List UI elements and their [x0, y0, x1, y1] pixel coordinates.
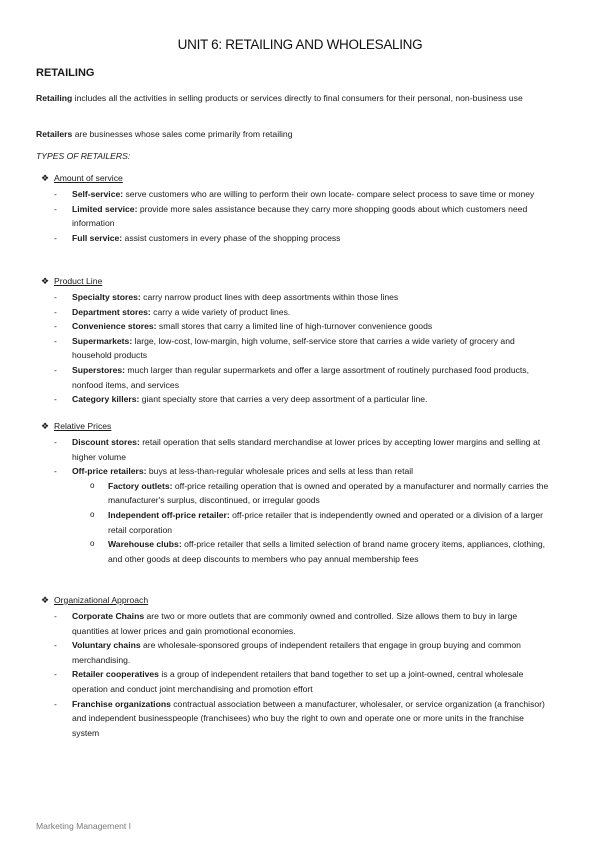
types-of-retailers-label: TYPES OF RETAILERS:	[36, 151, 131, 161]
list-item	[36, 290, 550, 305]
diamond-bullet-icon: ❖	[41, 421, 50, 431]
item-text: are wholesale-sponsored groups of independent retailers that engage in group buying and common merchandising.	[72, 640, 521, 665]
list-item	[36, 231, 550, 246]
dash-bullet-icon: -	[54, 437, 57, 447]
item-text: much larger than regular supermarkets and offer a large assortment of routinely purchased food products, nonfood items, and services	[72, 364, 529, 390]
item-term: Franchise organizations	[72, 698, 171, 709]
list-item	[36, 305, 550, 320]
section-title: Amount of service	[54, 173, 123, 183]
section-organizational-approach	[36, 595, 564, 740]
definition-text: includes all the activities in selling products or services directly to final consumers for their personal, non-business use	[72, 93, 523, 103]
item-term: Warehouse clubs:	[108, 539, 182, 550]
sub-list-item	[72, 508, 550, 537]
dash-bullet-icon: -	[54, 232, 57, 243]
page-title: UNIT 6: RETAILING AND WHOLESALING	[177, 37, 423, 52]
item-term: Off-price retailers:	[72, 466, 147, 477]
item-text: contractual association between a manufacturer, wholesaler, or service organization (a franchisor) and independent businesspeople (franchisees) who buy the right to own and operate one or more units in the franchise system	[72, 698, 545, 738]
list-item	[36, 363, 550, 392]
item-text: provide more sales assistance because they carry more shopping goods about which customers need information	[72, 203, 528, 229]
item-text: buys at less-than-regular wholesale prices and sells at less than retail	[146, 466, 414, 477]
item-text: serve customers who are willing to perform their own locate- compare select process to save time or money	[123, 189, 535, 199]
item-term: Full service:	[72, 232, 123, 243]
sub-list-item	[72, 479, 550, 508]
item-term: Corporate Chains	[72, 611, 145, 621]
section-title: Relative Prices	[54, 421, 112, 431]
diamond-bullet-icon: ❖	[41, 595, 50, 605]
item-term: Superstores:	[72, 364, 126, 375]
list-item	[36, 638, 550, 667]
item-term: Retailer cooperatives	[72, 669, 159, 680]
item-text: assist customers in every phase of the shopping process	[122, 232, 341, 243]
item-text: retail operation that sells standard merchandise at lower prices by accepting lower margins and selling at higher volume	[72, 437, 541, 462]
list-item	[36, 697, 550, 741]
list-item	[36, 319, 550, 334]
item-term: Supermarkets:	[72, 335, 133, 346]
definition-term: Retailers	[36, 129, 73, 139]
list-item	[36, 435, 550, 464]
dash-bullet-icon: -	[54, 203, 57, 214]
item-term: Specialty stores:	[72, 292, 141, 302]
dash-bullet-icon: -	[54, 321, 57, 332]
item-term: Voluntary chains	[72, 640, 141, 651]
item-text: off-price retailer that is independently owned and operated or a division of a larger retail corporation	[108, 509, 543, 535]
list-item	[36, 392, 550, 407]
item-text: carry a wide variety of product lines.	[150, 306, 291, 317]
dash-bullet-icon: -	[54, 292, 57, 302]
item-term: Category killers:	[72, 394, 140, 405]
item-term: Convenience stores:	[72, 321, 157, 332]
dash-bullet-icon: -	[54, 335, 57, 346]
sub-list-item	[72, 537, 550, 566]
section-title: Product Line	[54, 276, 103, 286]
dash-bullet-icon: -	[54, 364, 57, 375]
dash-bullet-icon: -	[54, 189, 57, 199]
section-title: Organizational Approach	[54, 595, 149, 605]
circle-bullet-icon: o	[90, 539, 95, 549]
item-term: Discount stores:	[72, 437, 140, 447]
item-term: Factory outlets:	[108, 480, 173, 491]
definition-term: Retailing	[36, 93, 73, 103]
section-relative-prices	[36, 421, 564, 566]
diamond-bullet-icon: ❖	[41, 173, 50, 183]
item-text: off-price retailer that sells a limited selection of brand name grocery items, appliances, clothing, and other goods at deep discounts to members who pay annual membership fees	[108, 539, 546, 564]
diamond-bullet-icon: ❖	[41, 276, 50, 286]
dash-bullet-icon: -	[54, 640, 57, 651]
list-item	[36, 667, 550, 696]
list-item	[36, 464, 550, 566]
dash-bullet-icon: -	[54, 611, 57, 621]
list-item	[36, 187, 550, 202]
circle-bullet-icon: o	[90, 509, 95, 519]
dash-bullet-icon: -	[54, 466, 57, 477]
item-text: carry narrow product lines with deep assortments within those lines	[140, 292, 399, 302]
item-text: are two or more outlets that are commonly owned and controlled. Size allows them to buy in large quantities at lower prices and gain promotional economies.	[72, 611, 518, 636]
item-term: Department stores:	[72, 306, 151, 317]
dash-bullet-icon: -	[54, 669, 57, 680]
section-amount-of-service	[36, 173, 564, 245]
definition-text: are businesses whose sales come primarily from retailing	[72, 129, 293, 139]
item-term: Self-service:	[72, 189, 124, 199]
dash-bullet-icon: -	[54, 698, 57, 709]
definition-retailing	[36, 91, 548, 106]
item-text: large, low-cost, low-margin, high volume, self-service store that carries a wide variety of grocery and household products	[72, 335, 515, 361]
item-text: off-price retailing operation that is owned and operated by a manufacturer and normally carries the manufacturer's surplus, discontinued, or irregular goods	[108, 480, 549, 506]
list-item	[36, 202, 550, 231]
list-item	[36, 609, 550, 638]
item-text: small stores that carry a limited line of high-turnover convenience goods	[156, 321, 433, 332]
dash-bullet-icon: -	[54, 306, 57, 317]
item-term: Independent off-price retailer:	[108, 509, 230, 520]
item-text: giant specialty store that carries a very deep assortment of a particular line.	[139, 394, 428, 405]
definition-retailers	[36, 127, 548, 142]
section-heading-retailing: RETAILING	[36, 67, 95, 79]
item-text: is a group of independent retailers that band together to set up a joint-owned, central wholesale operation and conduct joint merchandising and promotion effort	[72, 669, 524, 694]
dash-bullet-icon: -	[54, 394, 57, 405]
page-footer: Marketing Management I	[36, 821, 132, 831]
item-term: Limited service:	[72, 203, 138, 214]
circle-bullet-icon: o	[90, 480, 95, 490]
section-product-line	[36, 276, 564, 407]
list-item	[36, 334, 550, 363]
